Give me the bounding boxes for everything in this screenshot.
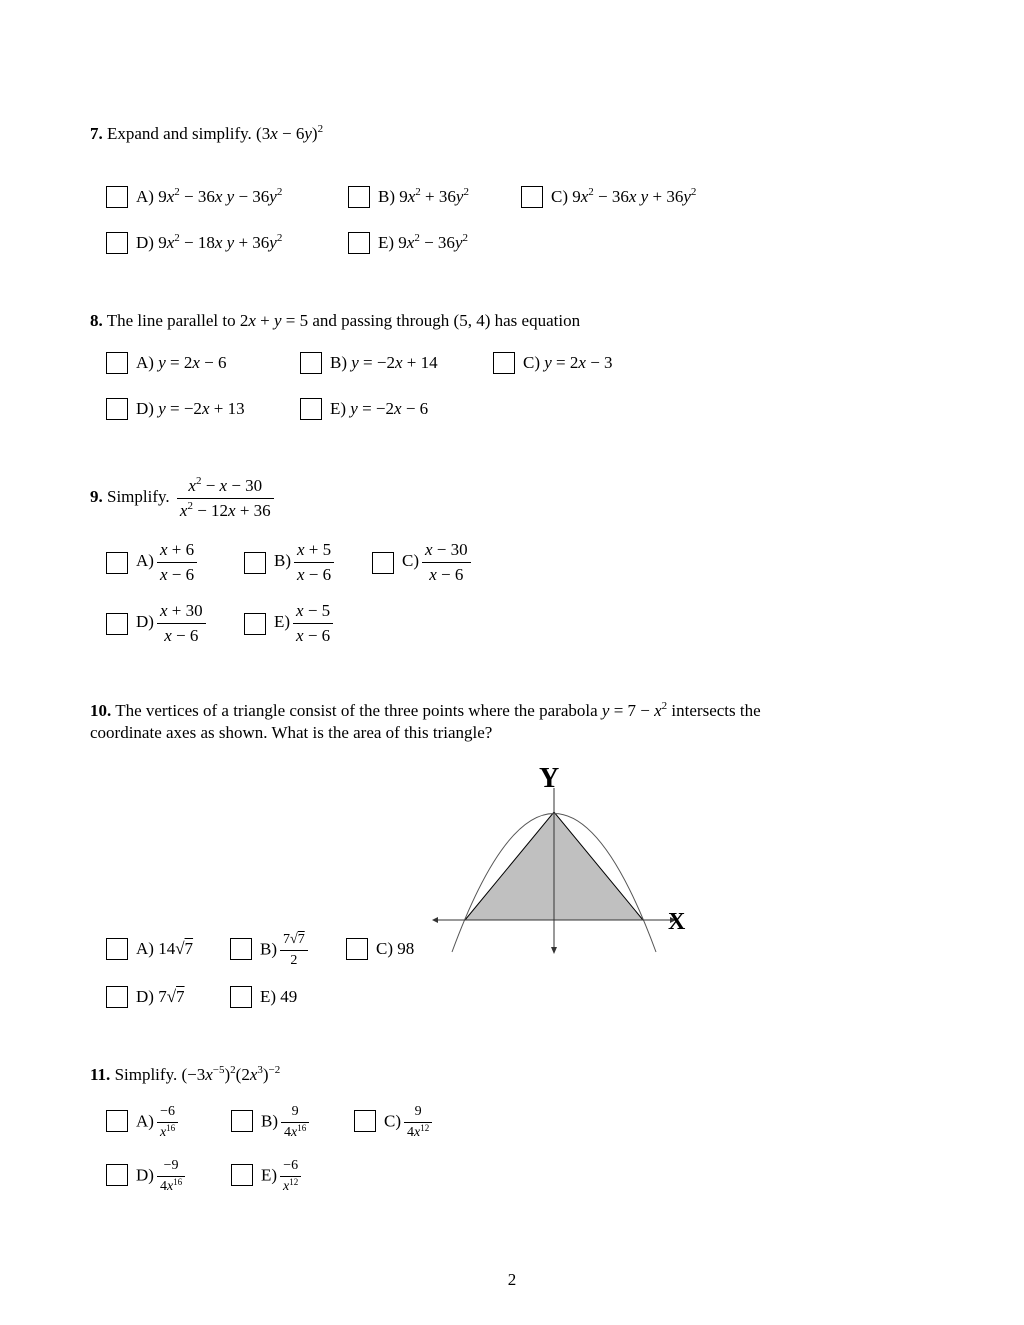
answer-checkbox[interactable] — [348, 232, 370, 254]
answer-checkbox[interactable] — [231, 1110, 253, 1132]
options-row: D) $9x^2 - 18x$ $y + 36y^2$ E) $9x^2 - 36y^2$ — [106, 232, 826, 258]
options-row: D) $\frac{x + 30}{x - 6}$ E) $\frac{x - 5}{x - 6}$ — [106, 601, 526, 649]
options-row: D) y = −2x + 13 E) y = −2x − 6 — [106, 398, 666, 424]
x-axis-left-arrow — [432, 917, 438, 923]
options-row: D) $\frac{-9}{4x^{16}}$ E) $\frac{-6}{x^{12}}$ — [106, 1164, 466, 1200]
answer-checkbox[interactable] — [521, 186, 543, 208]
question-8-stem: 8. The line parallel to 2x + y = 5 and passing through (5, 4) has equation — [90, 311, 581, 330]
answer-checkbox[interactable] — [106, 352, 128, 374]
answer-checkbox[interactable] — [300, 398, 322, 420]
expression-fraction: $\frac{x^2 - x - 30}{x^2 - 12x + 36}$ — [177, 476, 274, 520]
answer-checkbox[interactable] — [106, 986, 128, 1008]
answer-checkbox[interactable] — [230, 986, 252, 1008]
question-number: 8. — [90, 311, 103, 330]
x-axis-label: X — [668, 909, 686, 935]
answer-checkbox[interactable] — [354, 1110, 376, 1132]
answer-checkbox[interactable] — [106, 186, 128, 208]
answer-checkbox[interactable] — [372, 552, 394, 574]
options-row: A) $\frac{-6}{x^{16}}$ B) $\frac{9}{4x^{16}}$ C) $\frac{9}{4x^{12}}$ — [106, 1110, 466, 1146]
parabola-triangle-figure — [430, 760, 710, 960]
answer-checkbox[interactable] — [106, 938, 128, 960]
page-number: 2 — [507, 1270, 517, 1289]
question-11-stem: 11. Simplify. $(-3x^{-5})^2(2x^3)^{-2}$ — [90, 1064, 281, 1084]
question-number: 11. — [90, 1065, 111, 1084]
answer-checkbox[interactable] — [106, 552, 128, 574]
answer-checkbox[interactable] — [244, 613, 266, 635]
answer-checkbox[interactable] — [106, 232, 128, 254]
answer-checkbox[interactable] — [106, 398, 128, 420]
answer-checkbox[interactable] — [106, 1110, 128, 1132]
answer-checkbox[interactable] — [230, 938, 252, 960]
answer-checkbox[interactable] — [106, 1164, 128, 1186]
question-10-stem: 10. The vertices of a triangle consist of the three points where the parabola $y = 7 - x^2$ intersects the coordinate axes as shown. What is the area of this triangle? — [90, 700, 761, 742]
options-row: A) 14√7 B) $\frac{7√7}{2}$ C) 98 — [106, 938, 426, 966]
answer-checkbox[interactable] — [348, 186, 370, 208]
question-7-stem: 7. Expand and simplify. $(3x - 6y)^2$ — [90, 123, 324, 143]
y-axis-label: Y — [539, 763, 560, 794]
y-axis-arrow — [551, 947, 557, 954]
question-number: 9. — [90, 486, 103, 506]
answer-checkbox[interactable] — [106, 613, 128, 635]
question-9-stem: 9. Simplify. $\frac{x^2 - x - 30}{x^2 - 12x + 36}$ — [90, 476, 277, 520]
options-row: A) y = 2x − 6 B) y = −2x + 14 C) y = 2x − 3 — [106, 352, 666, 378]
options-row: D) 7√7 E) 49 — [106, 986, 426, 1012]
answer-checkbox[interactable] — [346, 938, 368, 960]
question-prompt: Expand and simplify. — [107, 124, 252, 143]
answer-checkbox[interactable] — [231, 1164, 253, 1186]
answer-checkbox[interactable] — [300, 352, 322, 374]
options-row: A) $\frac{x + 6}{x - 6}$ B) $\frac{x + 5}{x - 6}$ C) $\frac{x - 30}{x - 6}$ — [106, 540, 526, 588]
answer-checkbox[interactable] — [493, 352, 515, 374]
answer-checkbox[interactable] — [244, 552, 266, 574]
question-number: 10. — [90, 701, 112, 720]
question-number: 7. — [90, 124, 103, 143]
options-row: A) $9x^2 - 36x$ $y - 36y^2$ B) $9x^2 + 36y^2$ C) $9x^2 - 36x$ $y + 36y^2$ — [106, 186, 826, 212]
